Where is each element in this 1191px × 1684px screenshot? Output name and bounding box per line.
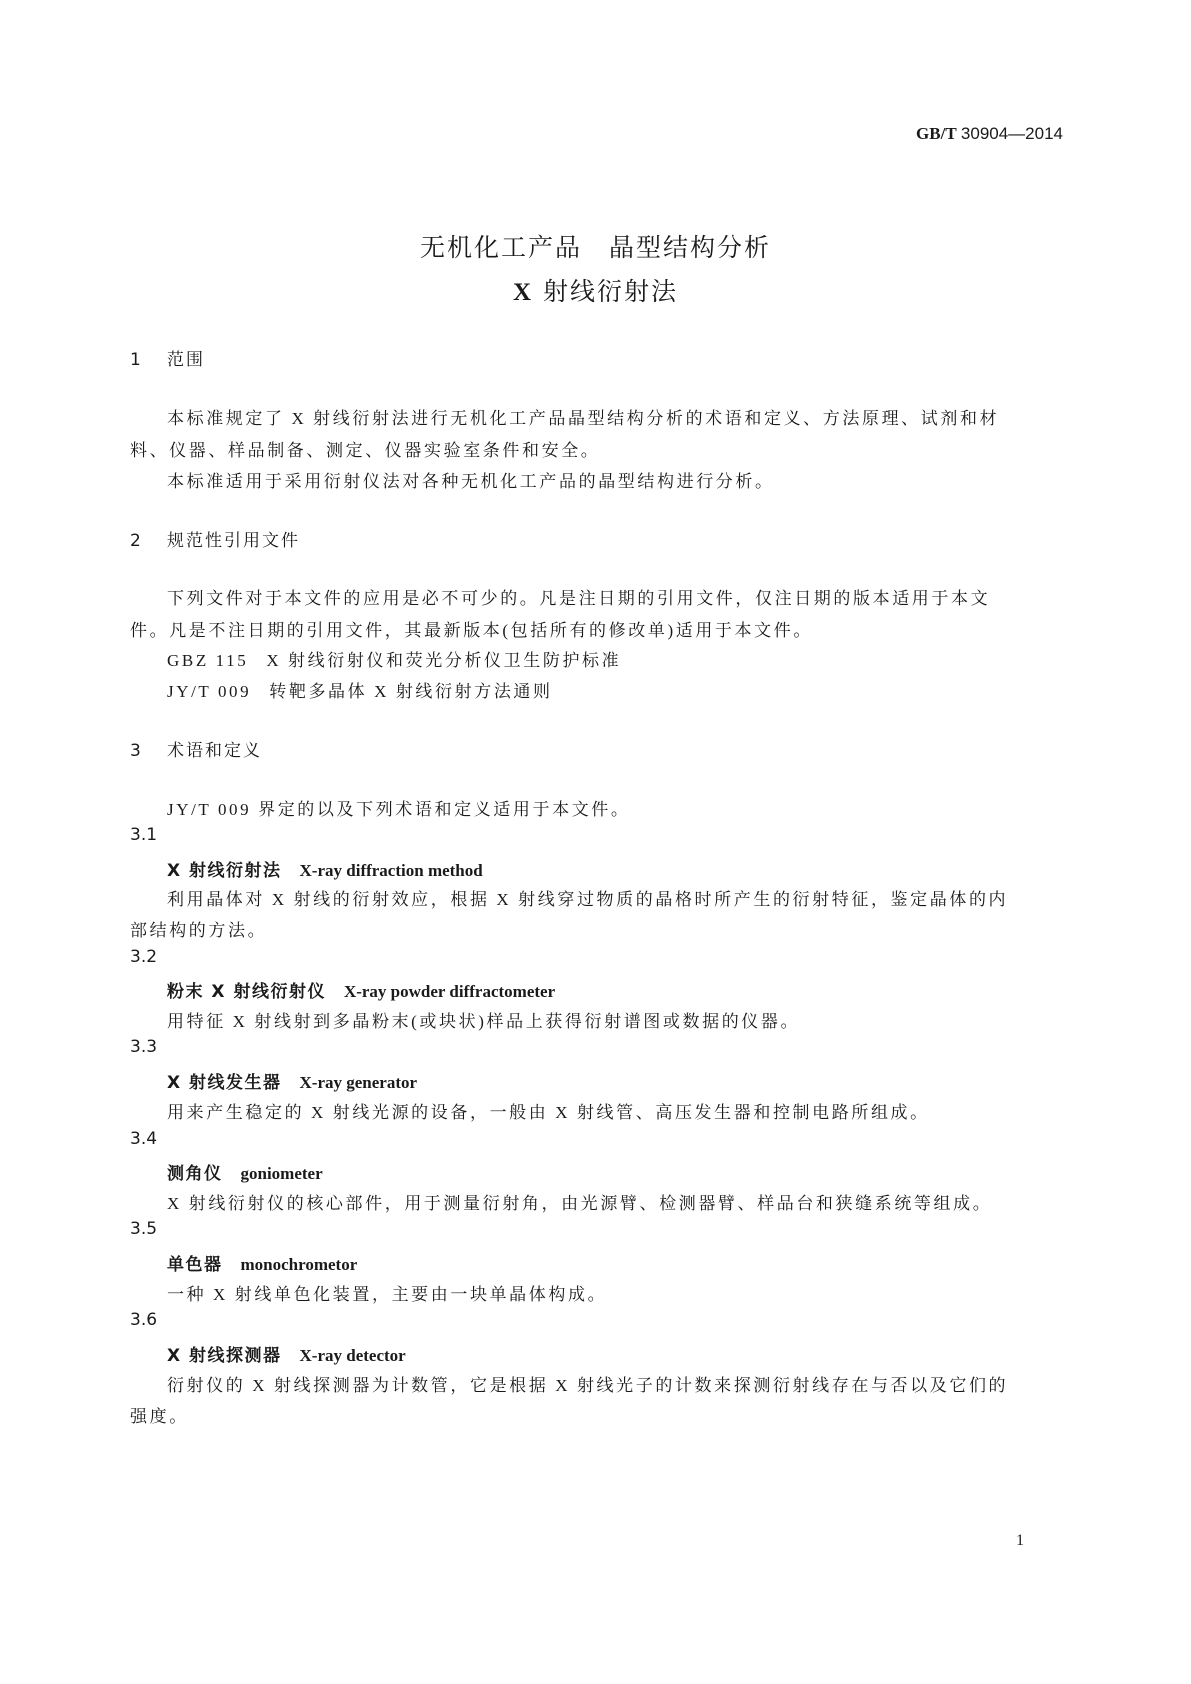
term-english: monochrometor [240, 1255, 358, 1274]
paragraph-line: 本标准适用于采用衍射仪法对各种无机化工产品的晶型结构进行分析。 [167, 472, 775, 491]
section-heading-terms-definitions [130, 736, 262, 761]
section-heading-normative-references [130, 526, 300, 551]
term-number: 3.1 [130, 825, 158, 845]
term-definition: 强度。 [130, 1407, 189, 1426]
term-english: X-ray generator [299, 1073, 418, 1092]
term-heading [167, 1068, 417, 1093]
term-chinese: 测角仪 [167, 1164, 223, 1184]
term-heading [167, 856, 483, 881]
paragraph-line: 件。凡是不注日期的引用文件，其最新版本(包括所有的修改单)适用于本文件。 [130, 621, 813, 640]
term-chinese: 粉末 X 射线衍射仪 [167, 982, 326, 1002]
term-definition: 一种 X 射线单色化装置，主要由一块单晶体构成。 [167, 1285, 608, 1304]
reference-code: GBZ 115 [167, 651, 249, 670]
term-chinese: 单色器 [167, 1255, 223, 1275]
paragraph-line: 下列文件对于本文件的应用是必不可少的。凡是注日期的引用文件，仅注日期的版本适用于本文 [167, 589, 991, 608]
term-definition: 利用晶体对 X 射线的衍射效应，根据 X 射线穿过物质的晶格时所产生的衍射特征，鉴定晶体的内 [167, 890, 1009, 909]
reference-item [167, 646, 621, 671]
paragraph-line: JY/T 009 界定的以及下列术语和定义适用于本文件。 [167, 800, 631, 819]
term-number: 3.6 [130, 1310, 158, 1330]
term-definition: 衍射仪的 X 射线探测器为计数管，它是根据 X 射线光子的计数来探测衍射线存在与否以及它们的 [167, 1376, 1009, 1395]
reference-item [167, 677, 553, 702]
term-number: 3.2 [130, 947, 158, 967]
section-number: 1 [130, 350, 141, 370]
term-english: X-ray detector [299, 1346, 406, 1365]
term-definition: 用来产生稳定的 X 射线光源的设备，一般由 X 射线管、高压发生器和控制电路所组成。 [167, 1103, 930, 1122]
reference-code: JY/T 009 [167, 682, 252, 701]
term-definition: 用特征 X 射线射到多晶粉末(或块状)样品上获得衍射谱图或数据的仪器。 [167, 1012, 801, 1031]
term-heading [167, 1159, 323, 1184]
section-heading-scope [130, 345, 205, 370]
term-heading [167, 977, 555, 1002]
standard-number [916, 124, 1063, 144]
document-title-line2 [0, 272, 1191, 308]
document-title-line1: 无机化工产品 晶型结构分析 [419, 233, 771, 262]
paragraph-line: 本标准规定了 X 射线衍射法进行无机化工产品晶型结构分析的术语和定义、方法原理、试剂和材 [167, 409, 1000, 428]
section-title: 规范性引用文件 [167, 531, 300, 551]
section-title: 范围 [167, 350, 205, 370]
term-english: goniometer [240, 1164, 323, 1183]
term-definition: 部结构的方法。 [130, 921, 268, 940]
term-chinese: X 射线探测器 [167, 1346, 282, 1366]
term-number: 3.4 [130, 1129, 158, 1149]
term-heading [167, 1341, 406, 1366]
section-number: 3 [130, 741, 141, 761]
title-line2-text: 射线衍射法 [533, 277, 678, 306]
section-title: 术语和定义 [167, 741, 262, 761]
reference-title: 转靶多晶体 X 射线衍射方法通则 [269, 682, 553, 701]
term-english: X-ray powder diffractometer [343, 982, 556, 1001]
term-chinese: X 射线发生器 [167, 1073, 282, 1093]
paragraph-line: 料、仪器、样品制备、测定、仪器实验室条件和安全。 [130, 441, 601, 460]
title-x-letter: X [512, 279, 534, 306]
term-number: 3.5 [130, 1219, 158, 1239]
term-number: 3.3 [130, 1037, 158, 1057]
standard-code: 30904—2014 [960, 124, 1063, 143]
reference-title: X 射线衍射仪和荧光分析仪卫生防护标准 [266, 651, 622, 670]
section-number: 2 [130, 531, 141, 551]
term-heading [167, 1250, 357, 1275]
page-number: 1 [1016, 1532, 1024, 1549]
term-definition: X 射线衍射仪的核心部件，用于测量衍射角，由光源臂、检测器臂、样品台和狭缝系统等组成。 [167, 1194, 993, 1213]
term-english: X-ray diffraction method [299, 861, 483, 880]
term-chinese: X 射线衍射法 [167, 861, 282, 881]
standard-prefix: GB/T [916, 124, 957, 143]
